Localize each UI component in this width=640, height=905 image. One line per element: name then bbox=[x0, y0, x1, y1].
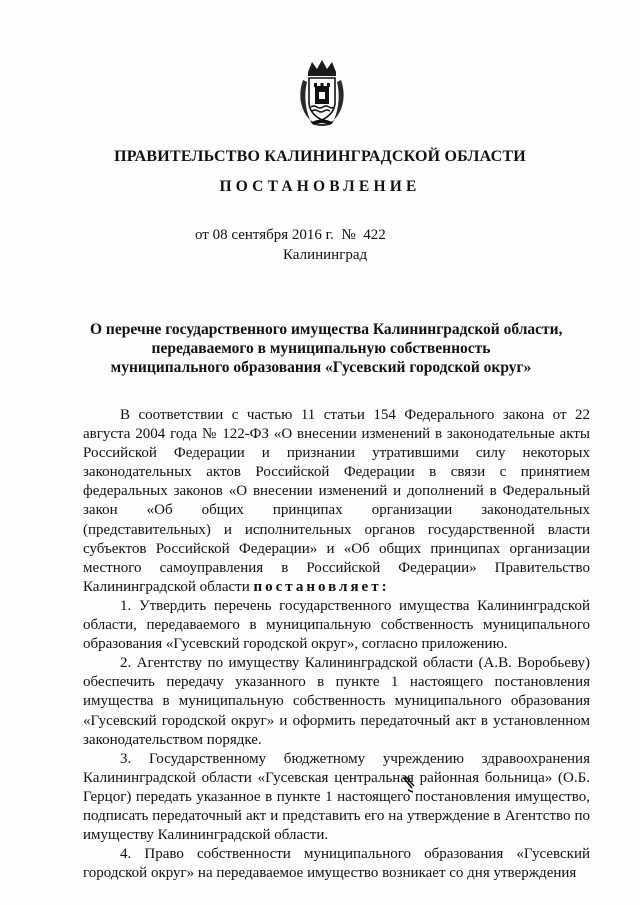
item-1-paragraph: 1. Утвердить перечень государственного имущества Калининградской области, передаваемого в муниципальную собственность муниципального образования «Гусевский городской округ», согласно приложению. bbox=[83, 597, 590, 653]
item-4-paragraph: 4. Право собственности муниципального образования «Гусевский городской округ» на передаваемое имущество возникает со дня утверждения bbox=[83, 846, 590, 882]
city-name: Калининград bbox=[283, 247, 368, 263]
preamble-text: В соответствии с частью 11 статьи 154 Федерального закона от 22 августа 2004 года № 122-ФЗ «О внесении изменений в законодательные акты Российской Федерации и признании утратившими силу некоторых законодательных актов Российской Федерации в связи с принятием федеральных законов «О внесении изменений и дополнений в Федеральный закон «Об общих принципах организации законодательных (представительных) и исполнительных органов государственной власти субъектов Российской Федерации» и «Об общих принципах организации местного самоуправления в Российской Федерации» Правительство Калининградской области bbox=[83, 407, 590, 595]
preamble-paragraph bbox=[83, 406, 590, 597]
government-title: ПРАВИТЕЛЬСТВО КАЛИНИНГРАДСКОЙ ОБЛАСТИ bbox=[114, 148, 526, 165]
item-2-paragraph: 2. Агентству по имуществу Калининградской области (А.В. Воробьеву) обеспечить передачу указанного в пункте 1 настоящего постановления имущества в муниципальную собственность муниципального образования «Гусевский городской округ» и оформить передаточный акт в установленном законодательством порядке. bbox=[83, 655, 590, 748]
pen-mark-icon bbox=[400, 774, 416, 794]
document-type-heading: ПОСТАНОВЛЕНИЕ bbox=[219, 178, 421, 195]
subject-line-2: передаваемого в муниципальную собственность bbox=[151, 340, 491, 357]
subject-line-3: муниципального образования «Гусевский городской округ» bbox=[110, 359, 532, 376]
resolution-subject bbox=[90, 320, 563, 377]
resolves-keyword: постановляет: bbox=[253, 578, 390, 595]
coat-of-arms-emblem bbox=[296, 58, 348, 126]
item-3-paragraph: 3. Государственному бюджетному учреждению здравоохранения Калининградской области «Гусевская центральная районная больница» (О.Б. Герцог) передать указанное в пункте 1 настоящего постановления имущество, подписать передаточный акт и представить его на утверждение в Агентство по имуществу Калининградской области. bbox=[83, 750, 590, 844]
subject-line-1: О перечне государственного имущества Калининградской области, bbox=[90, 321, 563, 338]
document-body bbox=[83, 406, 590, 883]
date-and-number: от 08 сентября 2016 г. № 422 bbox=[195, 227, 386, 243]
